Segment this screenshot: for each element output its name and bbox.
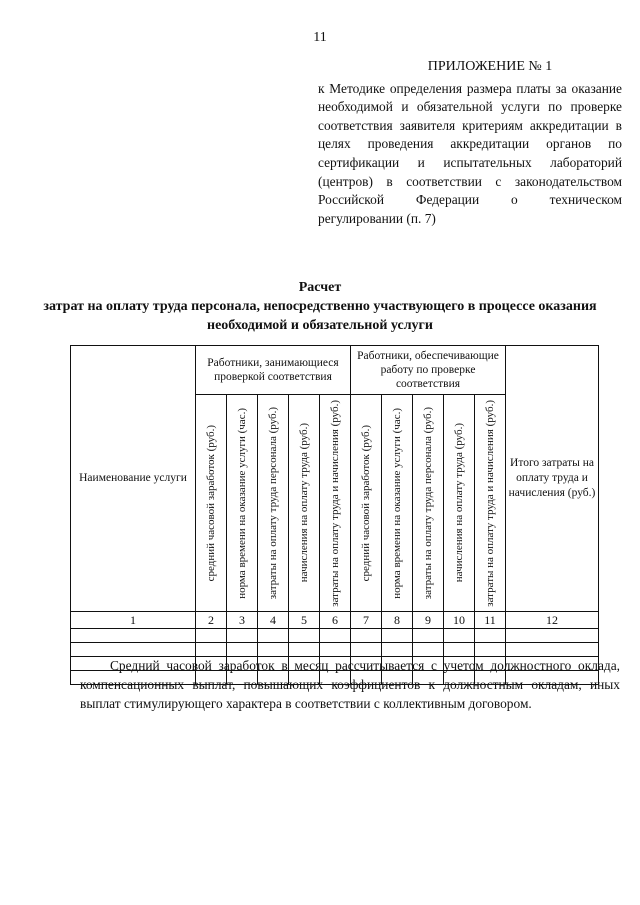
subheader-cell: начисления на оплату труда (руб.) [289, 395, 320, 612]
subheader-cell: средний часовой заработок (руб.) [351, 395, 382, 612]
subheader-cell: затраты на оплату труда и начисления (руб.) [320, 395, 351, 612]
calculation-table [70, 345, 599, 685]
page-number: 11 [313, 30, 327, 45]
subheader-cell: затраты на оплату труда персонала (руб.) [258, 395, 289, 612]
heading-title: Расчет [298, 280, 342, 295]
appendix-block [318, 58, 622, 228]
table-row [71, 643, 599, 657]
column-number: 12 [506, 612, 599, 629]
header-group-support-staff: Работники, обеспечивающие работу по проверке соответствия [351, 346, 506, 395]
document-heading [40, 278, 600, 335]
header-total: Итого затраты на оплату труда и начисления (руб.) [506, 346, 599, 612]
header-service-name: Наименование услуги [71, 346, 196, 612]
column-number: 2 [196, 612, 227, 629]
column-number: 9 [413, 612, 444, 629]
subheader-cell: средний часовой заработок (руб.) [196, 395, 227, 612]
column-number: 10 [444, 612, 475, 629]
column-number: 8 [382, 612, 413, 629]
column-number: 7 [351, 612, 382, 629]
heading-subtitle: затрат на оплату труда персонала, непосредственно участвующего в процессе оказания необходимой и обязательной услуги [43, 299, 597, 333]
column-number: 6 [320, 612, 351, 629]
header-group-inspection-staff: Работники, занимающиеся проверкой соответствия [196, 346, 351, 395]
column-number: 4 [258, 612, 289, 629]
column-number: 5 [289, 612, 320, 629]
subheader-cell: затраты на оплату труда персонала (руб.) [413, 395, 444, 612]
column-number-row [71, 612, 599, 629]
subheader-cell: норма времени на оказание услуги (час.) [227, 395, 258, 612]
footer-note: Средний часовой заработок в месяц рассчитывается с учетом должностного оклада, компенсационных выплат, повышающих коэффициентов к должностным окладам, иных выплат стимулирующего характера в соответствии с коллективным договором. [80, 658, 620, 711]
subheader-cell: норма времени на оказание услуги (час.) [382, 395, 413, 612]
column-number: 3 [227, 612, 258, 629]
column-number: 1 [71, 612, 196, 629]
subheader-cell: начисления на оплату труда (руб.) [444, 395, 475, 612]
appendix-text: к Методике определения размера платы за оказание необходимой и обязательной услуги по проверке соответствия заявителя критериям аккредитации в целях проведения аккредитации органов по сертификации и испытательных лабораторий (центров) в соответствии с законодательством Российской Федерации о техническом регулировании (п. 7) [318, 80, 622, 226]
subheader-cell: затраты на оплату труда и начисления (руб.) [475, 395, 506, 612]
column-number: 11 [475, 612, 506, 629]
table-row [71, 629, 599, 643]
appendix-title: ПРИЛОЖЕНИЕ № 1 [427, 59, 553, 74]
